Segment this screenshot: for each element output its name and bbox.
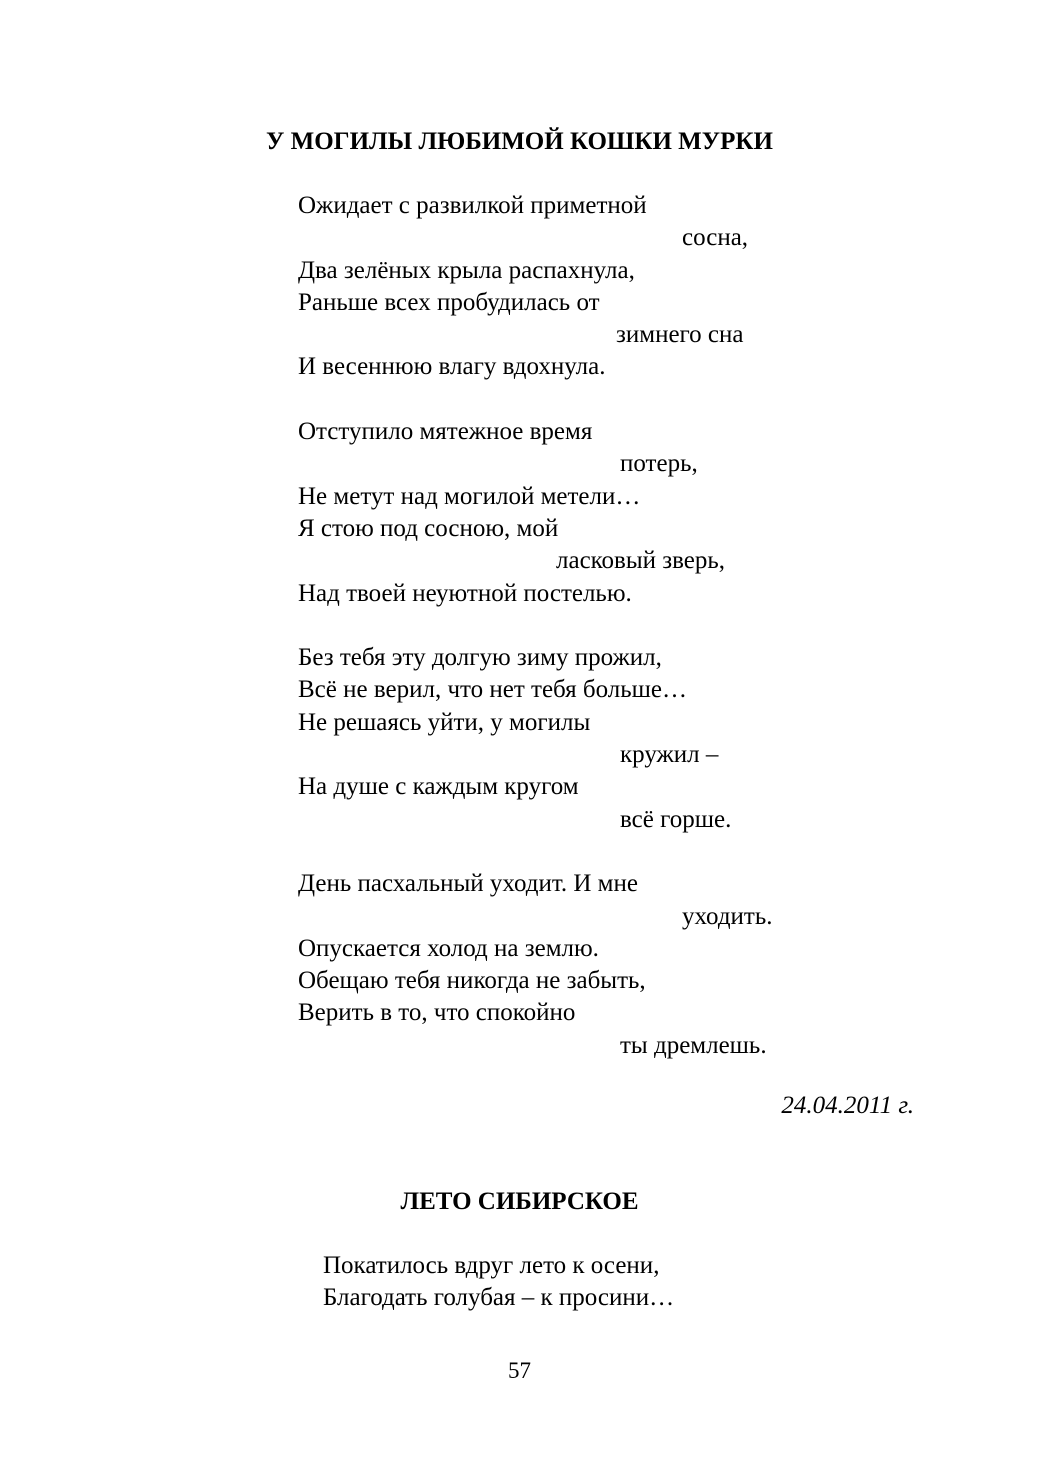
poem-line-indented: ты дремлешь. (620, 1031, 767, 1059)
poem-title: ЛЕТО СИБИРСКОЕ (400, 1188, 639, 1215)
poem-line: Покатилось вдруг лето к осени, (323, 1252, 660, 1279)
poem-line: Не метут над могилой метели… (298, 482, 641, 510)
poem-line: На душе с каждым кругом (298, 773, 579, 801)
poem-line-indented: ласковый зверь, (556, 547, 726, 575)
poem-line: Отступило мятежное время (298, 418, 593, 446)
poem-line: Ожидает с развилкой приметной (298, 192, 647, 219)
poem-line: Обещаю тебя никогда не забыть, (298, 967, 646, 995)
poem-line: Благодать голубая – к просини… (323, 1284, 675, 1312)
poem-body (298, 190, 773, 1062)
poem-line: Опускается холод на землю. (298, 934, 599, 962)
poem-line: Не решаясь уйти, у могилы (298, 708, 591, 736)
poem-line-indented: кружил – (620, 741, 719, 769)
poem-title: У МОГИЛЫ ЛЮБИМОЙ КОШКИ МУРКИ (266, 128, 773, 155)
poem-line: День пасхальный уходит. И мне (298, 870, 638, 898)
stanza-break (298, 610, 773, 642)
poem-line: Два зелёных крыла распахнула, (298, 256, 635, 284)
poem-line-indented: уходить. (682, 902, 773, 930)
poem-line: Без тебя эту долгую зиму прожил, (298, 644, 662, 672)
poem-line: Я стою под сосною, мой (298, 514, 559, 542)
poem-line: Над твоей неуютной постелью. (298, 579, 632, 607)
stanza-break (298, 384, 773, 416)
poem-line-indented: потерь, (620, 450, 698, 478)
poem-line: Раньше всех пробудилась от (298, 288, 600, 316)
poem-line: Всё не верил, что нет тебя больше… (298, 676, 688, 704)
poem-line-indented: зимнего сна (616, 321, 744, 349)
poem-body (323, 1250, 674, 1315)
poem-line-indented: сосна, (682, 224, 749, 252)
poem-line: И весеннюю влагу вдохнула. (298, 353, 606, 381)
poem-date: 24.04.2011 г. (781, 1092, 914, 1119)
poem-line: Верить в то, что спокойно (298, 999, 576, 1027)
stanza-break (298, 836, 773, 868)
page-number: 57 (508, 1358, 531, 1383)
poem-line-indented: всё горше. (620, 805, 732, 833)
